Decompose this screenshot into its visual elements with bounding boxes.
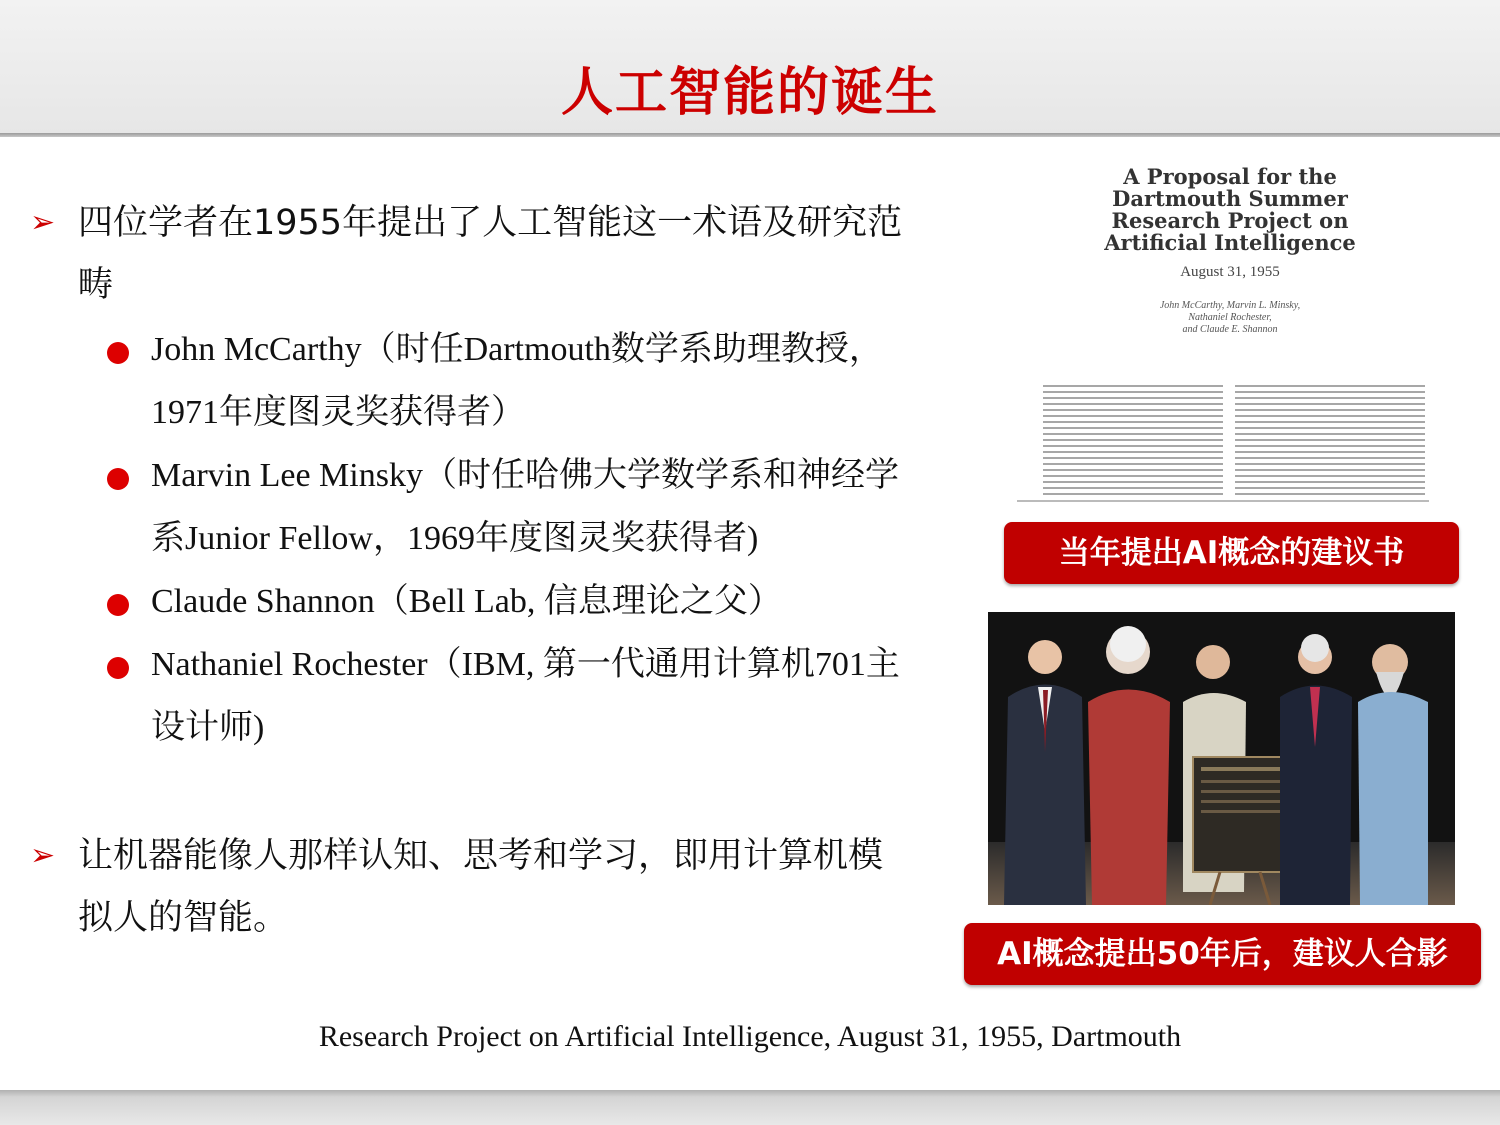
- doc-text-column: [1043, 385, 1223, 497]
- slide-title: 人工智能的诞生: [560, 63, 939, 123]
- group-photo: [988, 612, 1455, 905]
- footer-band: [0, 1090, 1500, 1125]
- doc-date: August 31, 1955: [1180, 264, 1280, 280]
- doc-title: A Proposal for the Dartmouth Summer Research Project on Artificial Intelligence: [1104, 164, 1356, 255]
- dot-bullet-icon: [107, 594, 129, 616]
- sub-bullet-text: Marvin Lee Minsky（时任哈佛大学数学系和神经学系Junior Fellow，1969年度图灵奖获得者): [151, 457, 899, 557]
- doc-authors: John McCarthy, Marvin L. Minsky, Nathaniel Rochester, and Claude E. Shannon: [1159, 300, 1301, 335]
- bullet-1: [30, 192, 910, 316]
- dot-bullet-icon: [107, 468, 129, 490]
- sub-bullet-text: Claude Shannon（Bell Lab, 信息理论之父）: [151, 583, 782, 620]
- bullet-1-text: 四位学者在1955年提出了人工智能这一术语及研究范畴: [78, 203, 903, 305]
- caption-group-photo: AI概念提出50年后，建议人合影: [964, 923, 1481, 985]
- footer-citation: Research Project on Artificial Intelligence, August 31, 1955, Dartmouth: [318, 1020, 1182, 1053]
- sub-bullet-shannon: [105, 570, 910, 633]
- sub-bullet-minsky: [105, 444, 910, 570]
- doc-text-column: [1235, 385, 1425, 497]
- dot-bullet-icon: [107, 342, 129, 364]
- group-photo-illustration: [988, 612, 1455, 905]
- arrow-bullet-icon: ➢: [30, 205, 56, 240]
- sub-bullet-mccarthy: [105, 318, 910, 444]
- arrow-bullet-icon: ➢: [30, 838, 56, 873]
- caption-proposal: 当年提出AI概念的建议书: [1004, 522, 1459, 584]
- sub-bullet-text: Nathaniel Rochester（IBM, 第一代通用计算机701主设计师): [151, 646, 900, 746]
- dot-bullet-icon: [107, 657, 129, 679]
- proposal-document-image: [1015, 160, 1430, 505]
- header-divider: [0, 133, 1500, 137]
- doc-bottom-rule: [1017, 500, 1429, 502]
- sub-bullet-text: John McCarthy（时任Dartmouth数学系助理教授，1971年度图灵奖获得者）: [151, 331, 883, 431]
- bullet-2: [30, 825, 910, 949]
- sub-bullet-rochester: [105, 633, 910, 759]
- bullet-2-text: 让机器能像人那样认知、思考和学习，即用计算机模拟人的智能。: [78, 836, 884, 938]
